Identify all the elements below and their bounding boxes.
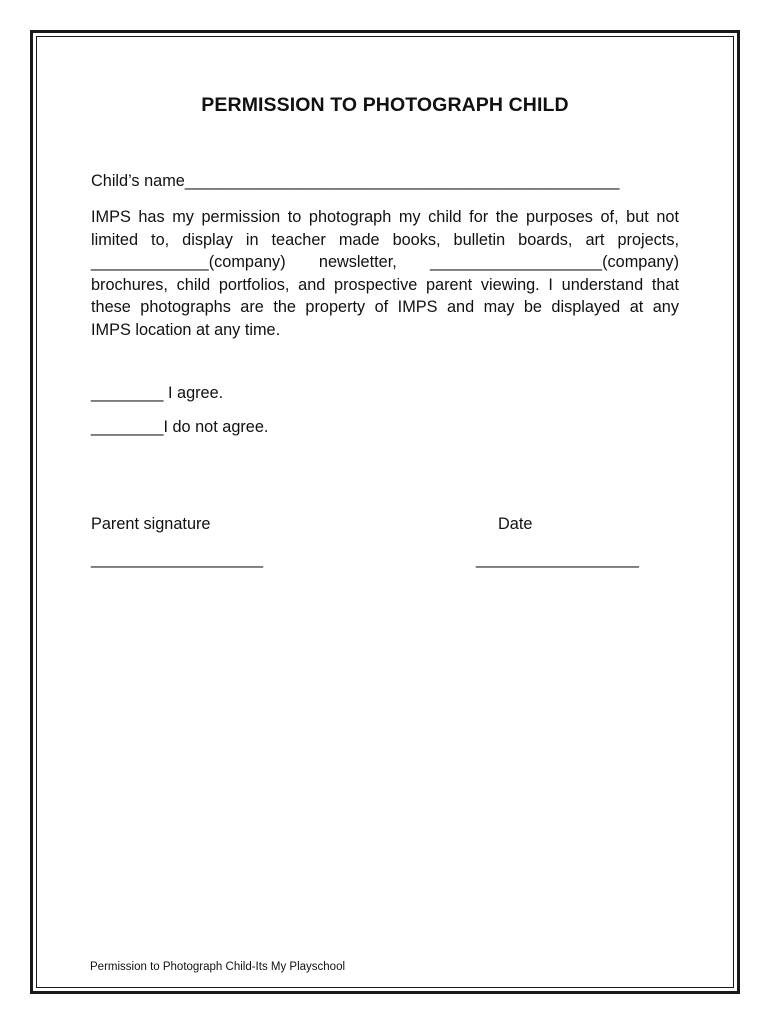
parent-signature-blank: ___________________ xyxy=(91,550,264,568)
paragraph-line: these photographs are the property of IMPS and may be displayed at any xyxy=(91,298,679,317)
paragraph-line: _____________(company) newsletter, ___________________(company) xyxy=(91,253,679,272)
document-title: PERMISSION TO PHOTOGRAPH CHILD xyxy=(201,94,569,116)
permission-paragraph xyxy=(91,206,679,342)
date-label: Date xyxy=(498,515,533,533)
paragraph-line: limited to, display in teacher made books, bulletin boards, art projects, xyxy=(91,230,679,249)
child-name-line: Child’s name________________________________________________ xyxy=(91,172,620,190)
page-footer: Permission to Photograph Child-Its My Playschool xyxy=(90,961,346,973)
paragraph-line: IMPS has my permission to photograph my child for the purposes of, but not xyxy=(91,208,679,226)
paragraph-line: IMPS location at any time. xyxy=(91,320,281,339)
paragraph-line: brochures, child portfolios, and prospective parent viewing. I understand that xyxy=(91,275,679,294)
parent-signature-label: Parent signature xyxy=(91,515,211,533)
date-blank: __________________ xyxy=(476,550,639,568)
agree-line: ________ I agree. xyxy=(91,384,224,402)
disagree-line: ________I do not agree. xyxy=(91,418,269,436)
